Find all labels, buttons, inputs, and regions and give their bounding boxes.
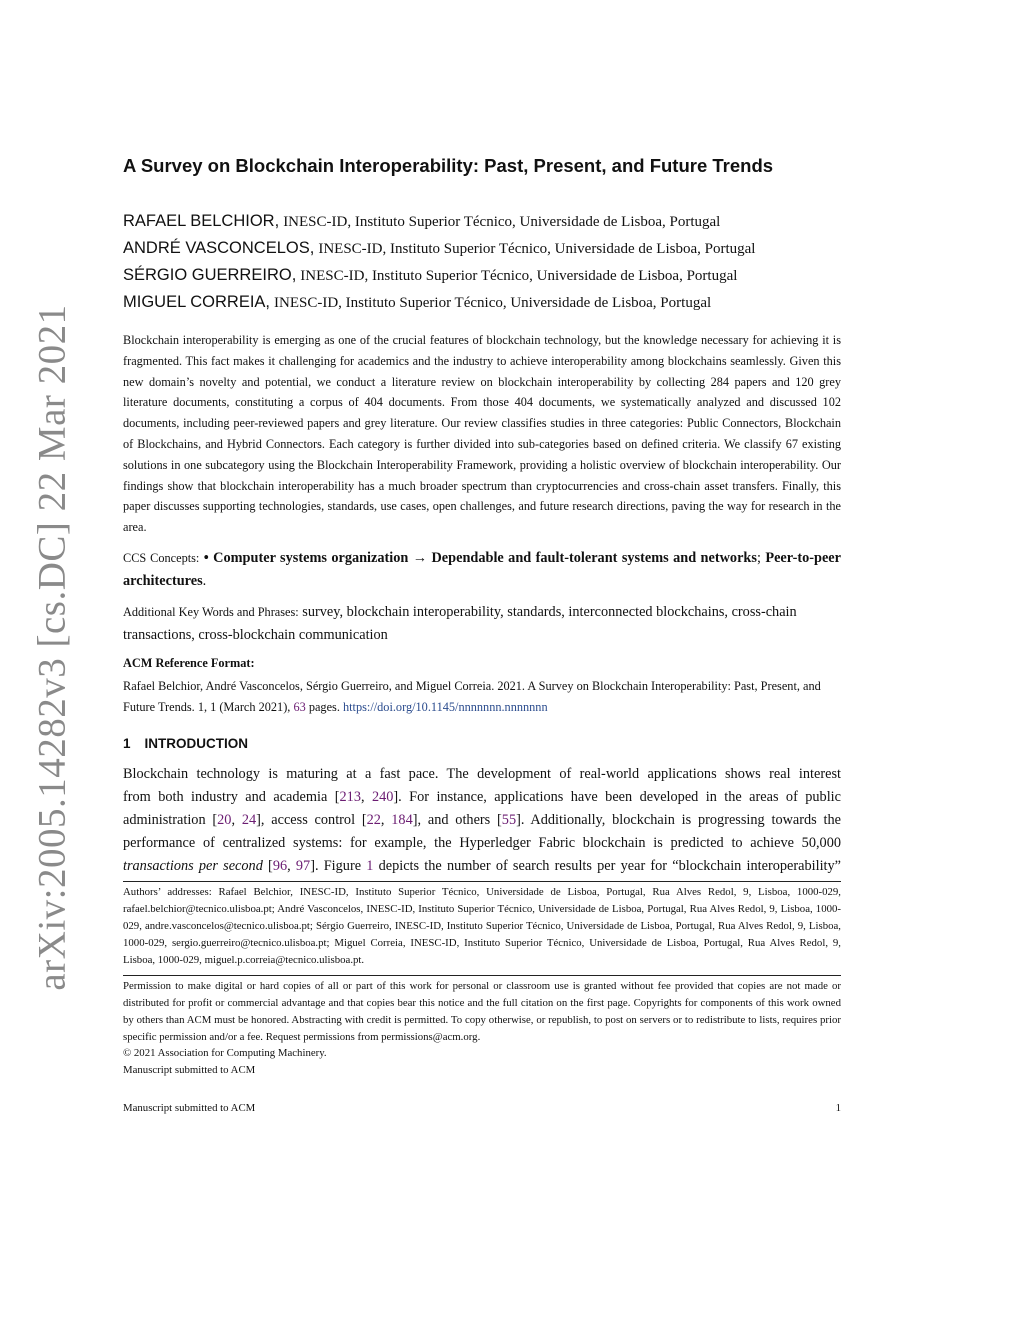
- citation-link[interactable]: 213: [339, 789, 361, 805]
- ccs-end: .: [202, 573, 207, 589]
- text-line: administration [20, 24], access control [22, 184], and others [55]. Additionally, blockchain is progressing towards the: [123, 812, 842, 828]
- author-name: MIGUEL CORREIA,: [123, 293, 270, 311]
- keywords: [123, 601, 841, 647]
- copyright-notice: © 2021 Association for Computing Machinery.: [123, 1047, 327, 1059]
- ccs-concepts: [123, 547, 841, 593]
- paper-title: A Survey on Blockchain Interoperability: Past, Present, and Future Trends: [123, 155, 774, 176]
- ccs-arrow: →: [412, 550, 428, 566]
- section-number: 1: [123, 736, 131, 751]
- author-entry: [123, 266, 841, 293]
- footer-manuscript-note: Manuscript submitted to ACM: [123, 1102, 256, 1114]
- permission-notice: Permission to make digital or hard copies of all or part of this work for personal or classroom use is granted without fee provided that copies are not made or distributed for profit or commercial advantage and that copies bear this notice and the full citation on the first page. Copyrights for components of this work owned by others than ACM must be honored. Abstracting with credit is permitted. To copy otherwise, or republish, to post on servers or to redistribute to lists, requires prior specific permission and/or a fee. Request permissions from permissions@acm.org.: [123, 980, 841, 1043]
- author-affiliation: INESC-ID, Instituto Superior Técnico, Universidade de Lisboa, Portugal: [318, 241, 756, 257]
- reference-format: [123, 676, 841, 718]
- citation-link[interactable]: 55: [501, 812, 517, 828]
- citation-link[interactable]: 97: [295, 858, 311, 874]
- footnote-divider: [123, 881, 841, 882]
- abstract: Blockchain interoperability is emerging as one of the crucial features of blockchain technology, but the knowledge necessary for achieving it is fragmented. This fact makes it challenging for academics and the industry to achieve interoperability among blockchains seamlessly. Given this new domain’s novelty and potential, we conduct a literature review on blockchain interoperability by collecting 284 papers and 120 grey literature documents, constituting a corpus of 404 documents. From those 404 documents, we systematically analyzed and discussed 102 documents, including peer-reviewed papers and grey literature. Our review classifies studies in three categories: Public Connectors, Blockchain of Blockchains, and Hybrid Connectors. Each category is further divided into sub-categories based on defined criteria. We classify 67 existing solutions in one subcategory using the Blockchain Interoperability Framework, providing a holistic overview of blockchain interoperability. Our findings show that blockchain interoperability has a much broader spectrum than cryptocurrencies and cross-chain asset transfers. Finally, this paper discusses supporting technologies, standards, use cases, open challenges, and future research directions, paving the way for research in the area.: [123, 333, 841, 535]
- text-line: transactions per second [96, 97]. Figure 1 depicts the number of search results per year for “blockchain interoperability”: [123, 858, 842, 874]
- author-entry: [123, 212, 841, 239]
- section-heading: [123, 736, 248, 751]
- page-number: 1: [835, 1102, 841, 1114]
- ccs-bullet: •: [203, 550, 209, 566]
- author-affiliation: INESC-ID, Instituto Superior Técnico, Universidade de Lisboa, Portugal: [300, 268, 738, 284]
- keywords-text: survey, blockchain interoperability, standards, interconnected blockchains, cross-chain transactions, cross-blockchain communication: [123, 604, 797, 643]
- ccs-concept: Computer systems organization: [213, 550, 409, 566]
- author-affiliation: INESC-ID, Instituto Superior Técnico, Universidade de Lisboa, Portugal: [274, 295, 712, 311]
- author-name: ANDRÉ VASCONCELOS,: [123, 239, 315, 257]
- page-count-link[interactable]: 63: [293, 699, 306, 714]
- author-name: SÉRGIO GUERREIRO,: [123, 266, 297, 284]
- text-line: performance of centralized systems: for example, the Hyperledger Fabric blockchain is predicted to achieve 50,000: [123, 835, 841, 851]
- keywords-label: Additional Key Words and Phrases:: [123, 605, 299, 619]
- arxiv-id: arXiv:2005.14282v3 [cs.DC] 22 Mar 2021: [30, 303, 74, 991]
- manuscript-note: Manuscript submitted to ACM: [123, 1064, 256, 1076]
- reference-text: Rafael Belchior, André Vasconcelos, Sérgio Guerreiro, and Miguel Correia. 2021. A Survey on Blockchain Interoperability: Past, Present, and Future Trends. 1, 1 (March 2021),: [123, 679, 821, 714]
- authors-addresses-footnote: Authors’ addresses: Rafael Belchior, INESC-ID, Instituto Superior Técnico, Universidade de Lisboa, Portugal, Rua Alves Redol, 9, Lisboa, 1000-029, rafael.belchior@tecnico.ulisboa.pt; André Vasconcelos, INESC-ID, Instituto Superior Técnico, Universidade de Lisboa, Portugal, Rua Alves Redol, 9, Lisboa, 1000-029, andre.vasconcelos@tecnico.ulisboa.pt; Sérgio Guerreiro, INESC-ID, Instituto Superior Técnico, Universidade de Lisboa, Portugal, Rua Alves Redol, 9, Lisboa, 1000-029, sergio.guerreiro@tecnico.ulisboa.pt; Miguel Correia, INESC-ID, Instituto Superior Técnico, Universidade de Lisboa, Portugal, Rua Alves Redol, 9, Lisboa, 1000-029, miguel.p.correia@tecnico.ulisboa.pt.: [123, 886, 841, 966]
- intro-paragraph: [123, 763, 841, 878]
- ccs-concept: Peer-to-peer architectures: [123, 550, 842, 589]
- citation-link[interactable]: 24: [241, 812, 257, 828]
- citation-link[interactable]: 22: [366, 812, 381, 828]
- author-entry: [123, 239, 841, 266]
- text-line: from both industry and academia [213, 240]. For instance, applications have been developed in the areas of public: [123, 789, 841, 805]
- arxiv-sidebar-stamp: [30, 303, 74, 991]
- section-title: INTRODUCTION: [144, 736, 249, 751]
- reference-format-heading: ACM Reference Format:: [123, 656, 255, 670]
- figure-link[interactable]: 1: [366, 858, 374, 874]
- ccs-concept: Dependable and fault-tolerant systems and networks: [431, 550, 757, 566]
- citation-link[interactable]: 96: [272, 858, 288, 874]
- permission-divider: [123, 975, 841, 976]
- doi-link[interactable]: https://doi.org/10.1145/nnnnnnn.nnnnnnn: [342, 699, 548, 714]
- text-line: Blockchain technology is maturing at a fast pace. The development of real-world applications shows real interest: [123, 766, 841, 782]
- citation-link[interactable]: 240: [371, 789, 394, 805]
- ccs-separator: ;: [756, 550, 761, 566]
- page-footer: [123, 1102, 841, 1114]
- reference-text: pages.: [308, 699, 340, 714]
- author-name: RAFAEL BELCHIOR,: [123, 212, 280, 230]
- author-affiliation: INESC-ID, Instituto Superior Técnico, Universidade de Lisboa, Portugal: [283, 214, 721, 230]
- citation-link[interactable]: 20: [217, 812, 232, 828]
- citation-link[interactable]: 184: [391, 812, 413, 828]
- ccs-label: CCS Concepts:: [123, 551, 200, 565]
- author-entry: [123, 293, 841, 320]
- author-list: [123, 212, 841, 320]
